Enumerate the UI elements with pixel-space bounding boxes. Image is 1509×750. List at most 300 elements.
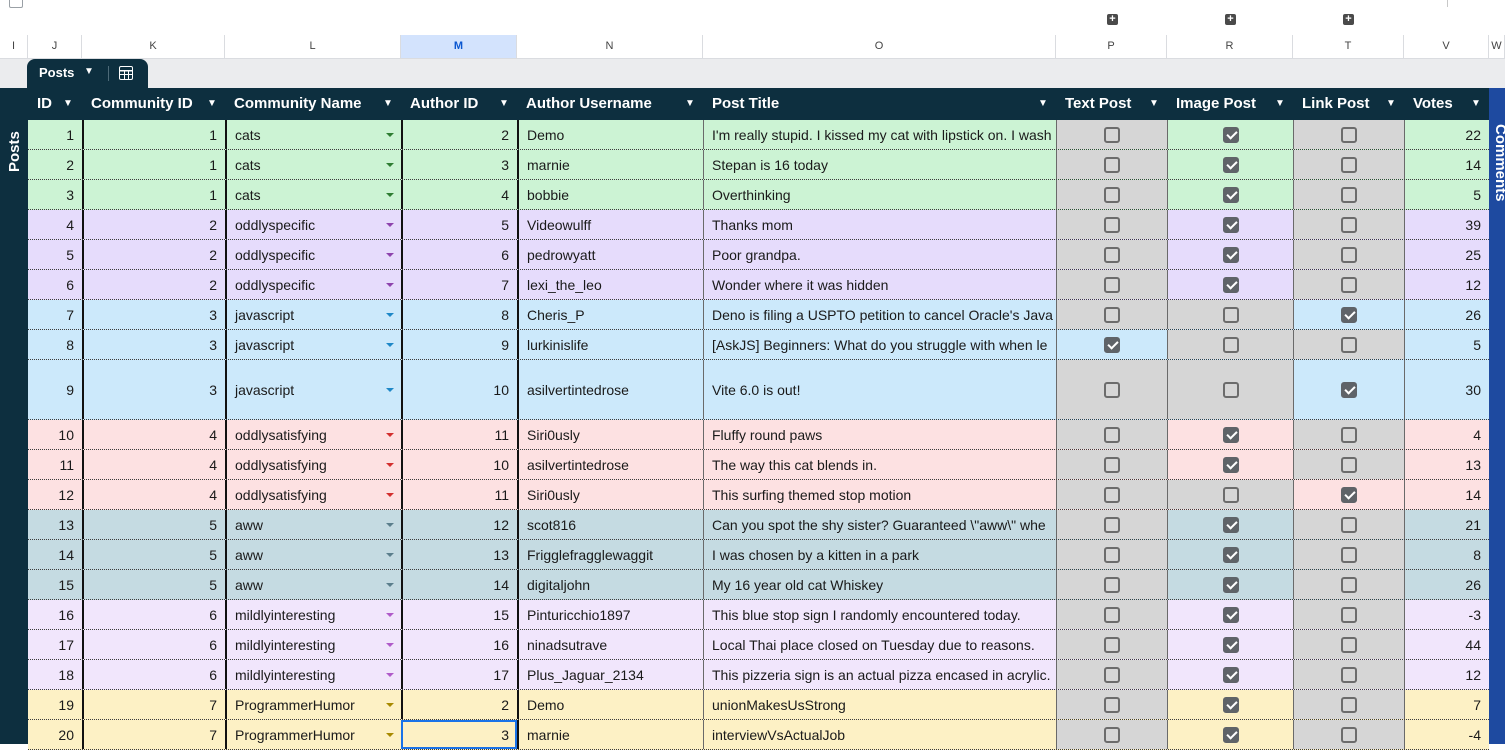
cell-author-username[interactable]: Plus_Jaguar_2134 [517,660,703,689]
text-post-checkbox[interactable] [1104,337,1120,353]
cell-post-title[interactable]: This surfing themed stop motion [703,480,1056,509]
cell-image-post[interactable] [1167,660,1293,689]
expand-group-p-icon[interactable]: + [1107,14,1118,25]
text-post-checkbox[interactable] [1104,382,1120,398]
cell-community-name[interactable]: aww [225,540,401,569]
cell-author-id[interactable]: 7 [401,270,517,299]
cell-votes[interactable]: 25 [1404,240,1489,269]
cell-id[interactable]: 15 [58,576,74,593]
cell-link-post[interactable] [1293,720,1404,749]
cell-community-name[interactable]: mildlyinteresting [225,630,401,659]
cell-link-post[interactable] [1293,270,1404,299]
cell-author-username[interactable]: asilvertintedrose [517,450,703,479]
expand-group-r-icon[interactable]: + [1225,14,1236,25]
image-post-checkbox[interactable] [1223,217,1239,233]
cell-id[interactable]: 3 [66,186,74,203]
header-author-id-chevron-down-icon[interactable]: ▼ [499,98,509,109]
cell-id[interactable]: 17 [58,636,74,653]
cell-image-post[interactable] [1167,720,1293,749]
cell-post-title[interactable]: I'm really stupid. I kissed my cat with lipstick on. I wash [703,120,1056,149]
cell-post-title[interactable]: This blue stop sign I randomly encountered today. [703,600,1056,629]
column-letter-j[interactable]: J [28,35,82,58]
link-post-checkbox[interactable] [1341,517,1357,533]
column-letter-r[interactable]: R [1167,35,1293,58]
column-letter-i[interactable]: I [0,35,28,58]
cell-link-post[interactable] [1293,420,1404,449]
cell-author-id[interactable]: 14 [401,570,517,599]
link-post-checkbox[interactable] [1341,427,1357,443]
cell-community-id[interactable]: 1 [82,150,225,179]
cell-author-username[interactable]: pedrowyatt [517,240,703,269]
link-post-checkbox[interactable] [1341,187,1357,203]
cell-text-post[interactable] [1056,570,1167,599]
table-view-icon[interactable] [119,66,133,80]
cell-link-post[interactable] [1293,120,1404,149]
cell-community-id[interactable]: 5 [82,540,225,569]
cell-community-name[interactable]: oddlysatisfying [225,420,401,449]
cell-author-username[interactable]: Demo [517,690,703,719]
image-post-checkbox[interactable] [1223,637,1239,653]
column-letter-n[interactable]: N [517,35,703,58]
cell-author-id[interactable]: 12 [401,510,517,539]
cell-post-title[interactable]: interviewVsActualJob [703,720,1056,749]
expand-group-t-icon[interactable]: + [1343,14,1354,25]
image-post-checkbox[interactable] [1223,247,1239,263]
cell-text-post[interactable] [1056,540,1167,569]
cell-votes[interactable]: 26 [1404,300,1489,329]
cell-author-id[interactable]: 9 [401,330,517,359]
cell-author-username[interactable]: lurkinislife [517,330,703,359]
cell-image-post[interactable] [1167,300,1293,329]
cell-id[interactable]: 1 [66,126,74,143]
cell-image-post[interactable] [1167,480,1293,509]
cell-author-username[interactable]: marnie [517,150,703,179]
cell-link-post[interactable] [1293,480,1404,509]
header-link-post-chevron-down-icon[interactable]: ▼ [1386,98,1396,109]
cell-id[interactable]: 8 [66,336,74,353]
cell-id[interactable]: 13 [58,516,74,533]
text-post-checkbox[interactable] [1104,607,1120,623]
cell-votes[interactable]: 22 [1404,120,1489,149]
cell-votes[interactable]: 21 [1404,510,1489,539]
text-post-checkbox[interactable] [1104,187,1120,203]
cell-image-post[interactable] [1167,120,1293,149]
header-community-id[interactable]: Community ID [91,95,193,112]
cell-community-id[interactable]: 4 [82,420,225,449]
cell-author-id[interactable]: 10 [401,450,517,479]
cell-id[interactable]: 14 [58,546,74,563]
image-post-checkbox[interactable] [1223,697,1239,713]
cell-post-title[interactable]: My 16 year old cat Whiskey [703,570,1056,599]
image-post-checkbox[interactable] [1223,187,1239,203]
cell-votes[interactable]: 5 [1404,180,1489,209]
cell-community-id[interactable]: 5 [82,510,225,539]
cell-text-post[interactable] [1056,660,1167,689]
header-post-title-chevron-down-icon[interactable]: ▼ [1038,98,1048,109]
link-post-checkbox[interactable] [1341,577,1357,593]
column-letter-w[interactable]: W [1489,35,1505,58]
cell-community-name[interactable]: cats [225,180,401,209]
cell-link-post[interactable] [1293,630,1404,659]
cell-community-name[interactable]: oddlyspecific [225,210,401,239]
cell-text-post[interactable] [1056,270,1167,299]
cell-author-id[interactable]: 6 [401,240,517,269]
header-text-post-chevron-down-icon[interactable]: ▼ [1149,98,1159,109]
text-post-checkbox[interactable] [1104,217,1120,233]
cell-text-post[interactable] [1056,150,1167,179]
cell-community-name[interactable]: cats [225,120,401,149]
cell-votes[interactable]: 26 [1404,570,1489,599]
cell-text-post[interactable] [1056,210,1167,239]
link-post-checkbox[interactable] [1341,667,1357,683]
tab-posts[interactable] [27,59,148,88]
cell-author-username[interactable]: Frigglefragglewaggit [517,540,703,569]
cell-community-id[interactable]: 3 [82,360,225,419]
link-post-checkbox[interactable] [1341,607,1357,623]
header-id-chevron-down-icon[interactable]: ▼ [63,98,73,109]
header-post-title[interactable]: Post Title [712,95,780,112]
cell-community-id[interactable]: 6 [82,660,225,689]
cell-community-id[interactable]: 2 [82,270,225,299]
cell-id[interactable]: 18 [58,666,74,683]
cell-image-post[interactable] [1167,210,1293,239]
cell-community-id[interactable]: 1 [82,180,225,209]
cell-community-name[interactable]: aww [225,510,401,539]
link-post-checkbox[interactable] [1341,727,1357,743]
link-post-checkbox[interactable] [1341,337,1357,353]
cell-link-post[interactable] [1293,690,1404,719]
cell-text-post[interactable] [1056,420,1167,449]
cell-community-name[interactable]: mildlyinteresting [225,600,401,629]
cell-image-post[interactable] [1167,150,1293,179]
image-post-checkbox[interactable] [1223,277,1239,293]
text-post-checkbox[interactable] [1104,157,1120,173]
cell-author-id[interactable]: 4 [401,180,517,209]
link-post-checkbox[interactable] [1341,127,1357,143]
cell-id[interactable]: 5 [66,246,74,263]
cell-post-title[interactable]: Local Thai place closed on Tuesday due to reasons. [703,630,1056,659]
cell-link-post[interactable] [1293,330,1404,359]
cell-image-post[interactable] [1167,510,1293,539]
cell-author-username[interactable]: Videowulff [517,210,703,239]
cell-post-title[interactable]: unionMakesUsStrong [703,690,1056,719]
text-post-checkbox[interactable] [1104,697,1120,713]
column-letter-m[interactable]: M [401,35,517,58]
cell-votes[interactable]: 5 [1404,330,1489,359]
text-post-checkbox[interactable] [1104,487,1120,503]
cell-author-username[interactable]: Cheris_P [517,300,703,329]
cell-link-post[interactable] [1293,180,1404,209]
cell-community-id[interactable]: 2 [82,210,225,239]
cell-text-post[interactable] [1056,240,1167,269]
text-post-checkbox[interactable] [1104,667,1120,683]
cell-image-post[interactable] [1167,270,1293,299]
cell-text-post[interactable] [1056,300,1167,329]
text-post-checkbox[interactable] [1104,457,1120,473]
cell-text-post[interactable] [1056,630,1167,659]
cell-image-post[interactable] [1167,240,1293,269]
column-letter-t[interactable]: T [1293,35,1404,58]
cell-id[interactable]: 6 [66,276,74,293]
cell-community-name[interactable]: aww [225,570,401,599]
image-post-checkbox[interactable] [1223,517,1239,533]
cell-author-username[interactable]: marnie [517,720,703,749]
cell-author-id[interactable]: 11 [401,420,517,449]
cell-id[interactable]: 16 [58,606,74,623]
cell-link-post[interactable] [1293,150,1404,179]
cell-link-post[interactable] [1293,660,1404,689]
cell-author-username[interactable]: digitaljohn [517,570,703,599]
cell-id[interactable]: 10 [58,426,74,443]
header-link-post[interactable]: Link Post [1302,95,1370,112]
cell-id[interactable]: 12 [58,486,74,503]
column-letter-o[interactable]: O [703,35,1056,58]
link-post-checkbox[interactable] [1341,247,1357,263]
header-votes[interactable]: Votes [1413,95,1453,112]
header-community-name[interactable]: Community Name [234,95,362,112]
text-post-checkbox[interactable] [1104,427,1120,443]
link-post-checkbox[interactable] [1341,487,1357,503]
cell-community-id[interactable]: 7 [82,720,225,749]
cell-votes[interactable]: 4 [1404,420,1489,449]
cell-author-username[interactable]: Siri0usly [517,420,703,449]
cell-author-id[interactable]: 11 [401,480,517,509]
header-image-post[interactable]: Image Post [1176,95,1257,112]
cell-author-username[interactable]: lexi_the_leo [517,270,703,299]
image-post-checkbox[interactable] [1223,487,1239,503]
cell-author-username[interactable]: ninadsutrave [517,630,703,659]
link-post-checkbox[interactable] [1341,382,1357,398]
image-post-checkbox[interactable] [1223,607,1239,623]
cell-text-post[interactable] [1056,690,1167,719]
header-votes-chevron-down-icon[interactable]: ▼ [1471,98,1481,109]
cell-image-post[interactable] [1167,360,1293,419]
cell-image-post[interactable] [1167,180,1293,209]
image-post-checkbox[interactable] [1223,337,1239,353]
cell-community-name[interactable]: javascript [225,330,401,359]
cell-votes[interactable]: 12 [1404,660,1489,689]
cell-image-post[interactable] [1167,570,1293,599]
header-text-post[interactable]: Text Post [1065,95,1132,112]
cell-image-post[interactable] [1167,420,1293,449]
cell-link-post[interactable] [1293,240,1404,269]
cell-text-post[interactable] [1056,720,1167,749]
cell-author-username[interactable]: Siri0usly [517,480,703,509]
image-post-checkbox[interactable] [1223,577,1239,593]
cell-text-post[interactable] [1056,450,1167,479]
image-post-checkbox[interactable] [1223,727,1239,743]
cell-votes[interactable]: 8 [1404,540,1489,569]
cell-image-post[interactable] [1167,690,1293,719]
image-post-checkbox[interactable] [1223,127,1239,143]
text-post-checkbox[interactable] [1104,547,1120,563]
image-post-checkbox[interactable] [1223,157,1239,173]
cell-votes[interactable]: 14 [1404,150,1489,179]
header-community-name-chevron-down-icon[interactable]: ▼ [383,98,393,109]
cell-id[interactable]: 7 [66,306,74,323]
cell-votes[interactable]: 14 [1404,480,1489,509]
cell-post-title[interactable]: Poor grandpa. [703,240,1056,269]
cell-community-name[interactable]: oddlysatisfying [225,480,401,509]
link-post-checkbox[interactable] [1341,547,1357,563]
cell-author-id[interactable]: 13 [401,540,517,569]
cell-community-id[interactable]: 6 [82,630,225,659]
text-post-checkbox[interactable] [1104,247,1120,263]
cell-author-id[interactable]: 3 [401,720,517,749]
cell-community-id[interactable]: 5 [82,570,225,599]
cell-community-name[interactable]: mildlyinteresting [225,660,401,689]
cell-votes[interactable]: 13 [1404,450,1489,479]
cell-text-post[interactable] [1056,360,1167,419]
cell-text-post[interactable] [1056,120,1167,149]
cell-post-title[interactable]: Fluffy round paws [703,420,1056,449]
cell-post-title[interactable]: This pizzeria sign is an actual pizza encased in acrylic. [703,660,1056,689]
cell-text-post[interactable] [1056,600,1167,629]
cell-author-username[interactable]: Demo [517,120,703,149]
header-image-post-chevron-down-icon[interactable]: ▼ [1275,98,1285,109]
text-post-checkbox[interactable] [1104,517,1120,533]
text-post-checkbox[interactable] [1104,727,1120,743]
header-id[interactable]: ID [37,95,52,112]
cell-community-name[interactable]: oddlysatisfying [225,450,401,479]
cell-image-post[interactable] [1167,540,1293,569]
cell-image-post[interactable] [1167,450,1293,479]
cell-community-name[interactable]: oddlyspecific [225,240,401,269]
link-post-checkbox[interactable] [1341,217,1357,233]
column-letter-k[interactable]: K [82,35,225,58]
cell-post-title[interactable]: I was chosen by a kitten in a park [703,540,1056,569]
table-row [28,360,1489,420]
cell-post-title[interactable]: Wonder where it was hidden [703,270,1056,299]
cell-link-post[interactable] [1293,540,1404,569]
image-post-checkbox[interactable] [1223,667,1239,683]
cell-community-name[interactable]: javascript [225,300,401,329]
cell-community-id[interactable]: 3 [82,330,225,359]
image-post-checkbox[interactable] [1223,307,1239,323]
cell-author-id[interactable]: 15 [401,600,517,629]
cell-community-id[interactable]: 7 [82,690,225,719]
cell-post-title[interactable]: Can you spot the shy sister? Guaranteed \"aww\" whe [703,510,1056,539]
cell-text-post[interactable] [1056,330,1167,359]
image-post-checkbox[interactable] [1223,547,1239,563]
text-post-checkbox[interactable] [1104,127,1120,143]
cell-community-id[interactable]: 2 [82,240,225,269]
header-author-username-chevron-down-icon[interactable]: ▼ [685,98,695,109]
cell-community-id[interactable]: 4 [82,450,225,479]
cell-community-name[interactable]: oddlyspecific [225,270,401,299]
chevron-down-icon[interactable]: ▼ [84,66,94,77]
cell-post-title[interactable]: Thanks mom [703,210,1056,239]
cell-author-id[interactable]: 2 [401,690,517,719]
cell-community-id[interactable]: 3 [82,300,225,329]
link-post-checkbox[interactable] [1341,307,1357,323]
header-community-id-chevron-down-icon[interactable]: ▼ [207,98,217,109]
cell-author-username[interactable]: scot816 [517,510,703,539]
cell-text-post[interactable] [1056,480,1167,509]
cell-link-post[interactable] [1293,450,1404,479]
cell-link-post[interactable] [1293,570,1404,599]
link-post-checkbox[interactable] [1341,157,1357,173]
cell-id[interactable]: 11 [59,456,74,473]
image-post-checkbox[interactable] [1223,427,1239,443]
cell-post-title[interactable]: Overthinking [703,180,1056,209]
cell-author-id[interactable]: 5 [401,210,517,239]
header-author-username[interactable]: Author Username [526,95,652,112]
cell-community-id[interactable]: 1 [82,120,225,149]
cell-author-id[interactable]: 17 [401,660,517,689]
cell-author-username[interactable]: Pinturicchio1897 [517,600,703,629]
cell-post-title[interactable]: Deno is filing a USPTO petition to cancel Oracle's Java [703,300,1056,329]
cell-image-post[interactable] [1167,630,1293,659]
cell-author-id[interactable]: 2 [401,120,517,149]
cell-post-title[interactable]: [AskJS] Beginners: What do you struggle with when le [703,330,1056,359]
cell-post-title[interactable]: The way this cat blends in. [703,450,1056,479]
cell-votes[interactable]: -3 [1404,600,1489,629]
select-all-checkbox[interactable] [9,0,23,8]
text-post-checkbox[interactable] [1104,637,1120,653]
cell-author-id[interactable]: 3 [401,150,517,179]
link-post-checkbox[interactable] [1341,637,1357,653]
cell-votes[interactable]: 7 [1404,690,1489,719]
cell-text-post[interactable] [1056,510,1167,539]
cell-image-post[interactable] [1167,330,1293,359]
link-post-checkbox[interactable] [1341,277,1357,293]
cell-id[interactable]: 9 [66,381,74,398]
cell-votes[interactable]: 44 [1404,630,1489,659]
image-post-checkbox[interactable] [1223,457,1239,473]
cell-link-post[interactable] [1293,360,1404,419]
cell-author-id[interactable]: 10 [401,360,517,419]
text-post-checkbox[interactable] [1104,307,1120,323]
cell-id[interactable]: 19 [58,696,74,713]
cell-author-id[interactable]: 16 [401,630,517,659]
cell-author-id[interactable]: 8 [401,300,517,329]
cell-link-post[interactable] [1293,210,1404,239]
cell-community-id[interactable]: 6 [82,600,225,629]
column-letter-v[interactable]: V [1404,35,1489,58]
link-post-checkbox[interactable] [1341,457,1357,473]
cell-community-name[interactable]: ProgrammerHumor [225,720,401,749]
link-post-checkbox[interactable] [1341,697,1357,713]
cell-community-name[interactable]: cats [225,150,401,179]
cell-votes[interactable]: 30 [1404,360,1489,419]
cell-link-post[interactable] [1293,510,1404,539]
text-post-checkbox[interactable] [1104,577,1120,593]
cell-link-post[interactable] [1293,600,1404,629]
cell-id[interactable]: 4 [66,216,74,233]
cell-community-id[interactable]: 4 [82,480,225,509]
cell-post-title[interactable]: Vite 6.0 is out! [703,360,1056,419]
cell-author-username[interactable]: bobbie [517,180,703,209]
cell-id[interactable]: 2 [66,156,74,173]
image-post-checkbox[interactable] [1223,382,1239,398]
cell-post-title[interactable]: Stepan is 16 today [703,150,1056,179]
cell-community-name[interactable]: javascript [225,360,401,419]
cell-id[interactable]: 20 [58,726,74,743]
cell-text-post[interactable] [1056,180,1167,209]
cell-link-post[interactable] [1293,300,1404,329]
cell-author-username[interactable]: asilvertintedrose [517,360,703,419]
cell-votes[interactable]: -4 [1404,720,1489,749]
header-author-id[interactable]: Author ID [410,95,479,112]
column-letter-l[interactable]: L [225,35,401,58]
cell-image-post[interactable] [1167,600,1293,629]
cell-community-name[interactable]: ProgrammerHumor [225,690,401,719]
cell-votes[interactable]: 39 [1404,210,1489,239]
text-post-checkbox[interactable] [1104,277,1120,293]
column-letter-p[interactable]: P [1056,35,1167,58]
cell-votes[interactable]: 12 [1404,270,1489,299]
